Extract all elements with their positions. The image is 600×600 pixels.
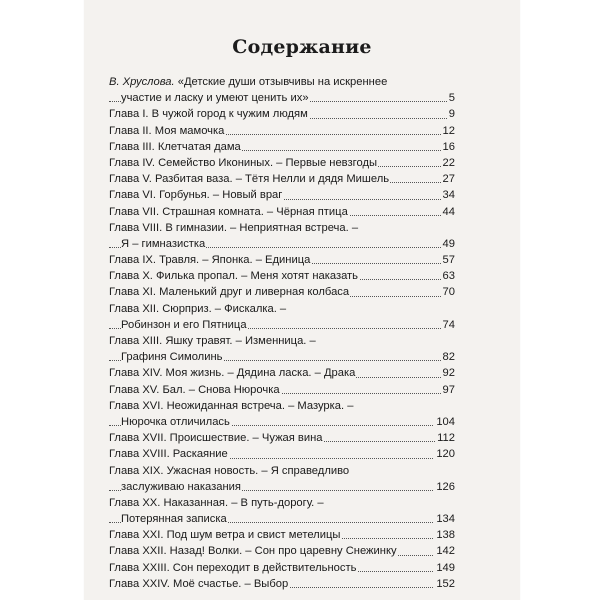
toc-line <box>109 268 455 284</box>
page-number: 27 <box>441 171 455 187</box>
toc-entry <box>109 106 455 122</box>
chapter-title: Глава V. Разбитая ваза. – Тётя Нелли и дядя Мишель <box>109 173 390 186</box>
toc-entry <box>109 560 455 576</box>
page-number: 16 <box>441 139 455 155</box>
toc-line-text <box>121 351 223 363</box>
chapter-title: Глава XXIV. Моё счастье. – Выбор <box>109 577 289 590</box>
toc-line <box>109 333 447 349</box>
toc-entry <box>109 333 455 365</box>
chapter-title: Глава XX. Наказанная. – В путь-дорогу. – <box>109 496 324 509</box>
toc-line-text <box>109 157 378 169</box>
toc-line-text <box>109 254 311 266</box>
page-number: 70 <box>441 284 455 300</box>
page-number: 92 <box>441 365 455 381</box>
book-page <box>84 0 520 600</box>
toc-line <box>109 398 447 414</box>
chapter-title: Графиня Симолинь <box>121 351 223 364</box>
toc-line <box>109 414 455 430</box>
toc-entry <box>109 252 455 268</box>
toc-line <box>109 430 455 446</box>
chapter-title: Робинзон и его Пятница <box>121 318 247 331</box>
toc-entry <box>109 543 455 559</box>
toc-line-text <box>109 206 349 218</box>
toc-line-text <box>109 76 388 88</box>
toc-line <box>109 301 447 317</box>
toc-line-text <box>109 384 281 396</box>
toc-line-text <box>109 303 287 315</box>
toc-line-text <box>109 400 354 412</box>
toc-line-text <box>121 238 206 250</box>
toc-line-text <box>121 416 231 428</box>
toc-line <box>109 527 455 543</box>
page-number: 22 <box>441 155 455 171</box>
toc-line <box>109 560 455 576</box>
toc-line <box>109 204 455 220</box>
page-number: 104 <box>434 414 455 430</box>
toc-line-text <box>109 286 350 298</box>
toc-line-text <box>121 92 310 104</box>
toc-line <box>109 171 455 187</box>
toc-line-text <box>109 367 356 379</box>
chapter-title: Глава XII. Сюрприз. – Фискалка. – <box>109 302 287 315</box>
chapter-title: Глава XXIII. Сон переходит в действительность <box>109 561 357 574</box>
toc-entry <box>109 139 455 155</box>
page-number: 63 <box>441 268 455 284</box>
toc-line <box>109 139 455 155</box>
chapter-title: Глава XIX. Ужасная новость. – Я справедливо <box>109 464 350 477</box>
table-of-contents <box>109 74 455 592</box>
toc-entry <box>109 463 455 495</box>
toc-line <box>109 479 455 495</box>
chapter-title: Потерянная записка <box>121 513 227 526</box>
toc-entry <box>109 220 455 252</box>
toc-line-text <box>109 125 225 137</box>
page-number: 138 <box>434 527 455 543</box>
toc-line <box>109 446 455 462</box>
chapter-title: Глава XXI. Под шум ветра и свист метелицы <box>109 529 341 542</box>
toc-line <box>109 495 447 511</box>
toc-line <box>109 576 455 592</box>
toc-line <box>109 463 447 479</box>
chapter-title: Глава XIV. Моя жизнь. – Дядина ласка. – Драка <box>109 367 356 380</box>
toc-entry <box>109 301 455 333</box>
page-number: 34 <box>441 187 455 203</box>
chapter-title: Глава IX. Травля. – Японка. – Единица <box>109 254 311 267</box>
toc-line <box>109 220 447 236</box>
page-number: 120 <box>434 446 455 462</box>
toc-line-text <box>109 562 357 574</box>
chapter-title: Глава XVIII. Раскаяние <box>109 448 228 461</box>
chapter-title: Глава XV. Бал. – Снова Нюрочка <box>109 383 280 396</box>
page-title: Содержание <box>232 36 372 58</box>
toc-line <box>109 284 455 300</box>
page-number: 126 <box>434 479 455 495</box>
chapter-title: Глава XVII. Происшествие. – Чужая вина <box>109 432 323 445</box>
toc-line-text <box>109 497 325 509</box>
toc-entry <box>109 430 455 446</box>
chapter-title: Глава III. Клетчатая дама <box>109 140 241 153</box>
toc-entry <box>109 398 455 430</box>
toc-entry <box>109 204 455 220</box>
page-number: 74 <box>441 317 455 333</box>
chapter-title: Глава XVI. Неожиданная встреча. – Мазурка. – <box>109 399 354 412</box>
toc-entry <box>109 382 455 398</box>
toc-entry <box>109 171 455 187</box>
chapter-title: Глава VI. Горбунья. – Новый враг <box>109 189 283 202</box>
toc-line-text <box>109 189 283 201</box>
page-number: 5 <box>447 90 455 106</box>
toc-line-text <box>121 513 228 525</box>
chapter-title: Глава VIII. В гимназии. – Неприятная встреча. – <box>109 221 359 234</box>
toc-line <box>109 187 455 203</box>
toc-entry <box>109 495 455 527</box>
toc-line <box>109 236 455 252</box>
toc-entry <box>109 284 455 300</box>
page-number: 112 <box>435 430 455 446</box>
chapter-title: Глава II. Моя мамочка <box>109 124 225 137</box>
page-number: 9 <box>447 106 455 122</box>
toc-line-text <box>109 448 229 460</box>
toc-entry <box>109 123 455 139</box>
toc-line <box>109 365 455 381</box>
toc-entry <box>109 187 455 203</box>
toc-line <box>109 382 455 398</box>
chapter-title: Глава VII. Страшная комната. – Чёрная птица <box>109 205 348 218</box>
chapter-title: Я – гимназистка <box>121 237 206 250</box>
page-number: 12 <box>441 123 455 139</box>
toc-line-text <box>109 222 359 234</box>
toc-line <box>109 349 455 365</box>
toc-entry <box>109 446 455 462</box>
toc-line-text <box>109 173 390 185</box>
chapter-title: участие и ласку и умеют ценить их» <box>121 92 309 105</box>
toc-line-text <box>109 335 317 347</box>
toc-entry <box>109 268 455 284</box>
toc-line-text <box>121 481 242 493</box>
toc-line-text <box>109 465 350 477</box>
toc-line <box>109 155 455 171</box>
chapter-title: Глава IV. Семейство Икониных. – Первые невзгоды <box>109 156 378 169</box>
author-name: В. Хруслова. <box>109 76 175 88</box>
toc-line-text <box>109 545 398 557</box>
chapter-title: заслуживаю наказания <box>121 480 241 493</box>
chapter-title: Глава XIII. Яшку травят. – Изменница. – <box>109 335 316 347</box>
toc-line-text <box>109 432 324 444</box>
toc-line-text <box>121 319 248 331</box>
page-number: 44 <box>441 204 455 220</box>
page-number: 134 <box>434 511 455 527</box>
toc-line-text <box>109 529 341 541</box>
toc-entry <box>109 74 455 106</box>
page-number: 97 <box>441 382 455 398</box>
chapter-title: Нюрочка отличилась <box>121 415 230 428</box>
toc-entry <box>109 527 455 543</box>
toc-line <box>109 123 455 139</box>
toc-line-text <box>109 578 289 590</box>
toc-line-text <box>109 108 309 120</box>
chapter-title: Глава X. Филька пропал. – Меня хотят наказать <box>109 270 359 283</box>
toc-line <box>109 74 447 90</box>
page-number: 142 <box>434 543 455 559</box>
toc-line <box>109 511 455 527</box>
toc-entry <box>109 155 455 171</box>
chapter-title: Глава XI. Маленький друг и ливерная колбаса <box>109 286 350 299</box>
toc-line <box>109 90 455 106</box>
page-number: 149 <box>434 560 455 576</box>
toc-line-text <box>109 270 359 282</box>
chapter-title: Глава XXII. Назад! Волки. – Сон про царевну Снежинку <box>109 545 397 558</box>
chapter-title: Глава I. В чужой город к чужим людям <box>109 108 308 121</box>
toc-line <box>109 106 455 122</box>
toc-line <box>109 252 455 268</box>
page-number: 82 <box>441 349 455 365</box>
chapter-title: «Детские души отзывчивы на искреннее <box>174 76 388 88</box>
page-number: 57 <box>441 252 455 268</box>
toc-line <box>109 543 455 559</box>
toc-line-text <box>109 141 242 153</box>
toc-entry <box>109 576 455 592</box>
toc-entry <box>109 365 455 381</box>
page-number: 152 <box>434 576 455 592</box>
toc-line <box>109 317 455 333</box>
page-number: 49 <box>441 236 455 252</box>
